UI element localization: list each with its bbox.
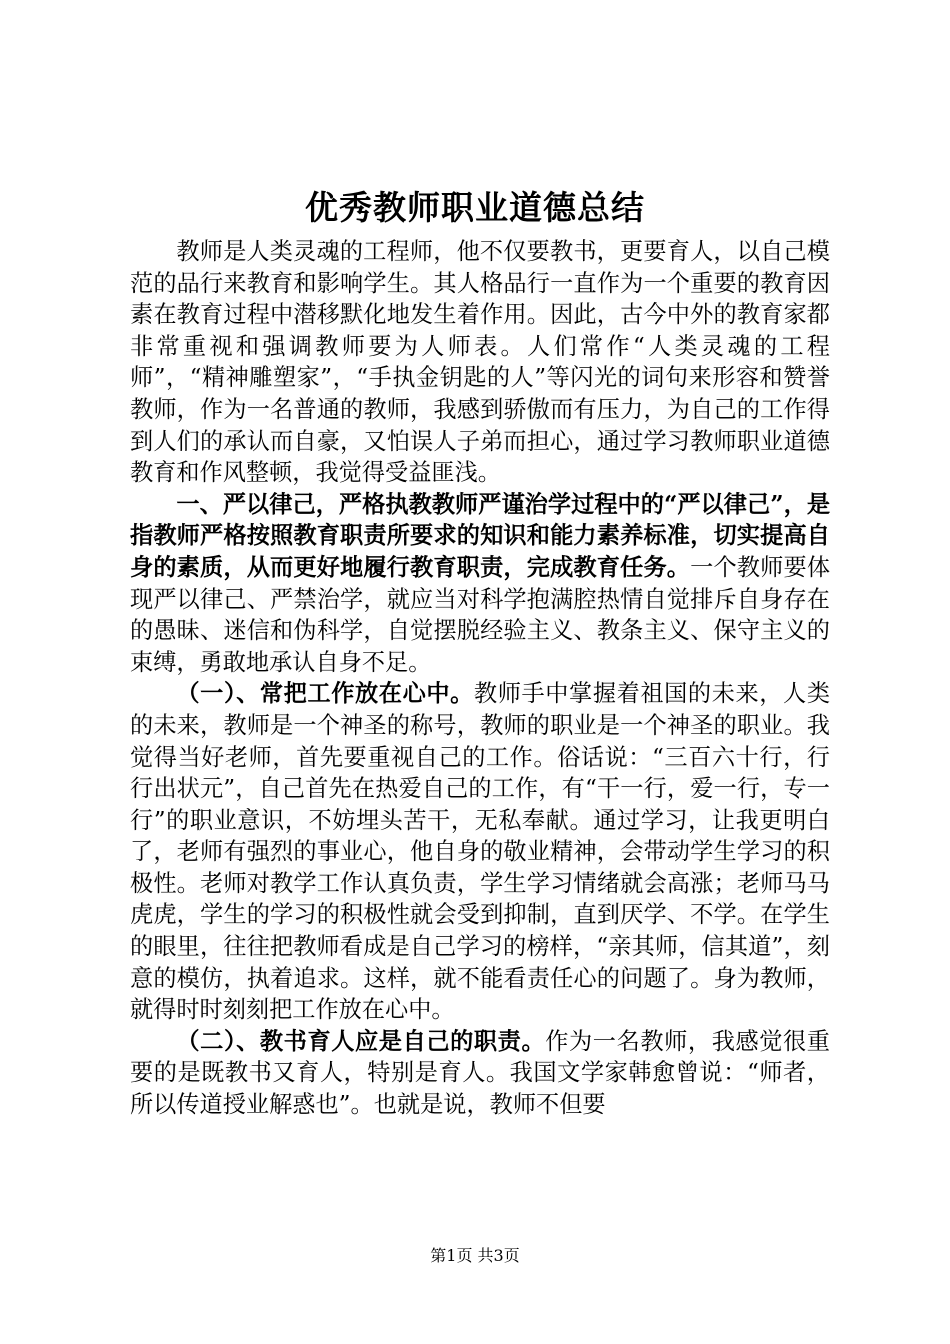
paragraph-heading: （二）、教书育人应是自己的职责。 [176, 1027, 546, 1055]
paragraph-section-1 [130, 489, 830, 679]
paragraph-text: 教师手中掌握着祖国的未来，人类的未来，教师是一个神圣的称号，教师的职业是一个神圣的职业。我觉得当好老师，首先要重视自己的工作。俗话说：“三百六十行，行行出状元”，自己首先在热爱自己的工作，有“干一行，爱一行，专一行”的职业意识，不妨埋头苦干，无私奉献。通过学习，让我更明白了，老师有强烈的事业心，他自身的敬业精神，会带动学生学习的积极性。老师对教学工作认真负责，学生学习情绪就会高涨；老师马马虎虎，学生的学习的积极性就会受到抑制，直到厌学、不学。在学生的眼里，往往把教师看成是自己学习的榜样，“亲其师，信其道”，刻意的模仿，执着追求。这样，就不能看责任心的问题了。身为教师，就得时时刻刻把工作放在心中。 [130, 680, 831, 1024]
document-title: 优秀教师职业道德总结 [305, 188, 645, 227]
paragraph-text: 教师是人类灵魂的工程师，他不仅要教书，更要育人，以自己模范的品行来教育和影响学生。其人格品行一直作为一个重要的教育因素在教育过程中潜移默化地发生着作用。因此，古今中外的教育家都非常重视和强调教师要为人师表。人们常作“人类灵魂的工程师”，“精神雕塑家”，“手执金钥匙的人”等闪光的词句来形容和赞誉教师，作为一名普通的教师，我感到骄傲而有压力，为自己的工作得到人们的承认而自豪，又怕误人子弟而担心，通过学习教师职业道德教育和作风整顿，我觉得受益匪浅。 [130, 238, 830, 487]
page-number-footer: 第1页 共3页 [430, 1246, 520, 1265]
document-body [130, 236, 830, 1121]
paragraph-subsection-2 [130, 1026, 830, 1121]
paragraph-text: 作为一名教师，我感觉很重要的是既教书又育人，特别是育人。我国文学家韩愈曾说：“师者，所以传道授业解惑也”。也就是说，教师不但要 [130, 1027, 830, 1119]
paragraph-subsection-1 [130, 678, 830, 1026]
paragraph-text: 一个教师要体现严以律己、严禁治学，就应当对科学抱满腔热情自觉排斥自身存在的愚昧、迷信和伪科学，自觉摆脱经验主义、教条主义、保守主义的束缚，勇敢地承认自身不足。 [130, 553, 831, 676]
paragraph-intro [130, 236, 830, 489]
paragraph-heading: （一）、常把工作放在心中。 [176, 680, 474, 708]
paragraph-heading: 一、严以律己，严格执教教师严谨治学过程中的“严以律己”，是指教师严格按照教育职责所要求的知识和能力素养标准，切实提高自身的素质，从而更好地履行教育职责，完成教育任务。 [130, 490, 830, 581]
